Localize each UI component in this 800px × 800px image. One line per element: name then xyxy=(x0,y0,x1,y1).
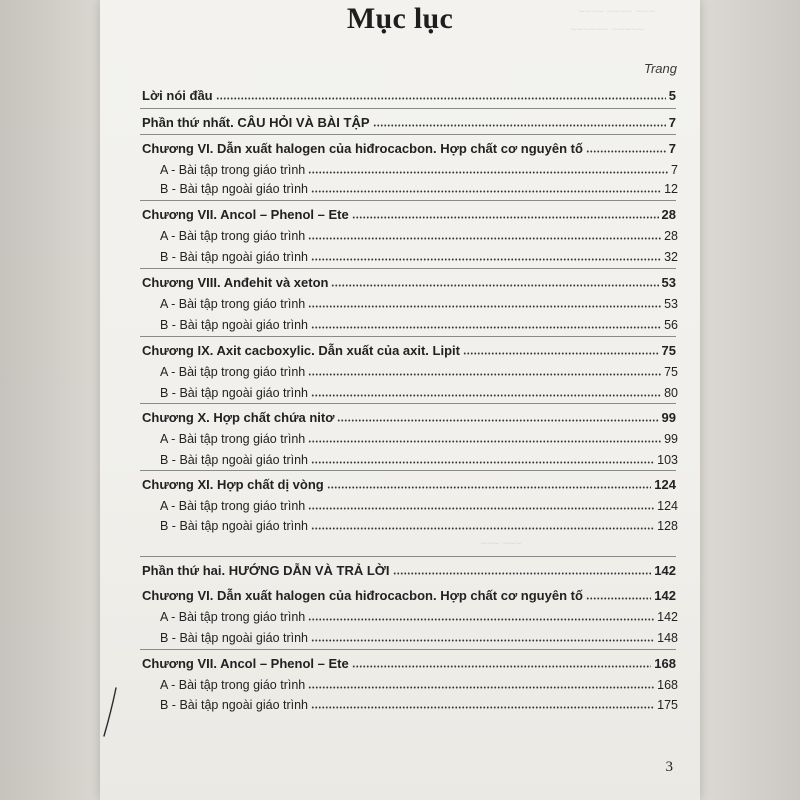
toc-entry-page: 124 xyxy=(657,499,678,513)
toc-entry-title: B - Bài tập ngoài giáo trình xyxy=(160,318,309,332)
toc-subentry xyxy=(160,317,678,335)
section-divider xyxy=(140,268,676,269)
toc-entry-page: 142 xyxy=(657,610,678,624)
dot-leader xyxy=(311,452,654,464)
toc-entry-title: A - Bài tập trong giáo trình xyxy=(160,499,306,513)
toc-entry-title: A - Bài tập trong giáo trình xyxy=(160,610,306,624)
toc-entry-title: Lời nói đầu xyxy=(142,88,213,103)
dot-leader xyxy=(311,385,661,397)
toc-subentry xyxy=(160,518,678,536)
toc-entry xyxy=(142,656,676,674)
toc-entry-title: Chương X. Hợp chất chứa nitơ xyxy=(142,410,335,425)
dot-leader xyxy=(311,630,654,642)
toc-entry-title: B - Bài tập ngoài giáo trình xyxy=(160,519,309,533)
dot-leader xyxy=(311,697,654,709)
toc-entry-page: 5 xyxy=(668,88,676,103)
dot-leader xyxy=(586,141,666,153)
toc-entry-title: Chương VII. Ancol – Phenol – Ete xyxy=(142,207,349,222)
toc-entry-title: A - Bài tập trong giáo trình xyxy=(160,678,306,692)
toc-entry-page: 128 xyxy=(657,519,678,533)
dot-leader xyxy=(311,317,661,329)
toc-entry-title: B - Bài tập ngoài giáo trình xyxy=(160,453,309,467)
toc-entry-title: A - Bài tập trong giáo trình xyxy=(160,365,306,379)
toc-subentry xyxy=(160,609,678,627)
toc-entry-title: Chương VII. Ancol – Phenol – Ete xyxy=(142,656,349,671)
dot-leader xyxy=(311,518,654,530)
section-divider xyxy=(140,108,676,109)
toc-entry-page: 75 xyxy=(661,343,676,358)
toc-entry-page: 99 xyxy=(661,410,676,425)
toc-entry-page: 28 xyxy=(661,207,676,222)
toc-entry-title: A - Bài tập trong giáo trình xyxy=(160,229,306,243)
toc-entry-page: 142 xyxy=(654,588,676,603)
toc-entry xyxy=(142,588,676,606)
dot-leader xyxy=(352,656,652,668)
dot-leader xyxy=(586,588,651,600)
section-divider xyxy=(140,649,676,650)
toc-entry-page: 124 xyxy=(654,477,676,492)
toc-entry-title: Chương IX. Axit cacboxylic. Dẫn xuất của axit. Lipit xyxy=(142,343,460,358)
toc-entry-title: B - Bài tập ngoài giáo trình xyxy=(160,182,309,196)
bleed-through-text: ~~~~~~ ~~~~~ xyxy=(570,24,644,36)
toc-subentry xyxy=(160,630,678,648)
dot-leader xyxy=(308,431,661,443)
toc-entry-page: 99 xyxy=(664,432,678,446)
toc-entry-page: 7 xyxy=(668,141,676,156)
toc-entry-page: 7 xyxy=(671,163,678,177)
page-title: Mục lục xyxy=(346,2,454,35)
toc-subentry xyxy=(160,677,678,695)
toc-entry-title: Phần thứ nhất. CÂU HỎI VÀ BÀI TẬP xyxy=(142,115,370,130)
toc-entry-page: 168 xyxy=(657,678,678,692)
toc-subentry xyxy=(160,697,678,715)
toc-entry-page: 32 xyxy=(664,250,678,264)
dot-leader xyxy=(463,343,659,355)
section-divider xyxy=(140,403,676,404)
dot-leader xyxy=(308,296,661,308)
dot-leader xyxy=(311,181,661,193)
toc-subentry xyxy=(160,228,678,246)
section-divider xyxy=(140,336,676,337)
toc-entry-page: 168 xyxy=(654,656,676,671)
page-column-header: Trang xyxy=(644,61,677,76)
dot-leader xyxy=(308,677,654,689)
dot-leader xyxy=(308,364,661,376)
dot-leader xyxy=(308,162,668,174)
toc-entry-title: B - Bài tập ngoài giáo trình xyxy=(160,698,309,712)
section-divider xyxy=(140,134,676,135)
dot-leader xyxy=(216,88,666,100)
toc-entry-title: Chương VIII. Anđehit và xeton xyxy=(142,275,329,290)
section-divider xyxy=(140,556,676,557)
toc-entry-page: 53 xyxy=(664,297,678,311)
toc-subentry xyxy=(160,296,678,314)
toc-entry-page: 12 xyxy=(664,182,678,196)
dot-leader xyxy=(352,207,659,219)
toc-entry xyxy=(142,343,676,361)
toc-entry-title: Chương XI. Hợp chất dị vòng xyxy=(142,477,324,492)
toc-entry-title: B - Bài tập ngoài giáo trình xyxy=(160,386,309,400)
toc-subentry xyxy=(160,452,678,470)
book-page xyxy=(100,0,700,800)
toc-entry-title: Chương VI. Dẫn xuất halogen của hiđrocacbon. Hợp chất cơ nguyên tố xyxy=(142,141,583,156)
toc-subentry xyxy=(160,385,678,403)
dot-leader xyxy=(311,249,661,261)
section-divider xyxy=(140,470,676,471)
dot-leader xyxy=(308,609,654,621)
toc-entry xyxy=(142,563,676,581)
section-divider xyxy=(140,200,676,201)
dot-leader xyxy=(308,228,661,240)
dot-leader xyxy=(373,115,666,127)
dot-leader xyxy=(393,563,652,575)
dot-leader xyxy=(308,498,654,510)
dot-leader xyxy=(331,275,658,287)
toc-entry-title: A - Bài tập trong giáo trình xyxy=(160,432,306,446)
toc-entry xyxy=(142,477,676,495)
toc-entry-page: 53 xyxy=(661,275,676,290)
table-of-contents xyxy=(100,0,700,800)
background-right xyxy=(700,0,800,800)
dot-leader xyxy=(327,477,652,489)
page-number: 3 xyxy=(665,759,673,775)
toc-entry xyxy=(142,410,676,428)
toc-subentry xyxy=(160,249,678,267)
toc-entry-title: Chương VI. Dẫn xuất halogen của hiđrocacbon. Hợp chất cơ nguyên tố xyxy=(142,588,583,603)
toc-entry-title: B - Bài tập ngoài giáo trình xyxy=(160,250,309,264)
background-left xyxy=(0,0,100,800)
toc-subentry xyxy=(160,364,678,382)
toc-entry xyxy=(142,115,676,133)
toc-entry-page: 103 xyxy=(657,453,678,467)
toc-entry-page: 7 xyxy=(668,115,676,130)
dot-leader xyxy=(337,410,658,422)
toc-entry xyxy=(142,88,676,106)
toc-entry-page: 80 xyxy=(664,386,678,400)
toc-subentry xyxy=(160,181,678,199)
toc-entry-page: 148 xyxy=(657,631,678,645)
bleed-through-text: ~~~ ~~~ xyxy=(480,538,522,550)
toc-entry xyxy=(142,141,676,159)
toc-subentry xyxy=(160,162,678,180)
toc-entry xyxy=(142,275,676,293)
toc-subentry xyxy=(160,431,678,449)
toc-entry-page: 75 xyxy=(664,365,678,379)
toc-entry xyxy=(142,207,676,225)
toc-entry-title: A - Bài tập trong giáo trình xyxy=(160,297,306,311)
pen-mark xyxy=(100,0,160,800)
toc-entry-page: 28 xyxy=(664,229,678,243)
toc-entry-title: A - Bài tập trong giáo trình xyxy=(160,163,306,177)
bleed-through-text: ~~~~ ~~~~ ~~~ xyxy=(578,6,655,18)
toc-entry-page: 175 xyxy=(657,698,678,712)
toc-entry-page: 56 xyxy=(664,318,678,332)
toc-entry-title: Phần thứ hai. HƯỚNG DẪN VÀ TRẢ LỜI xyxy=(142,563,390,578)
toc-entry-title: B - Bài tập ngoài giáo trình xyxy=(160,631,309,645)
toc-entry-page: 142 xyxy=(654,563,676,578)
toc-subentry xyxy=(160,498,678,516)
